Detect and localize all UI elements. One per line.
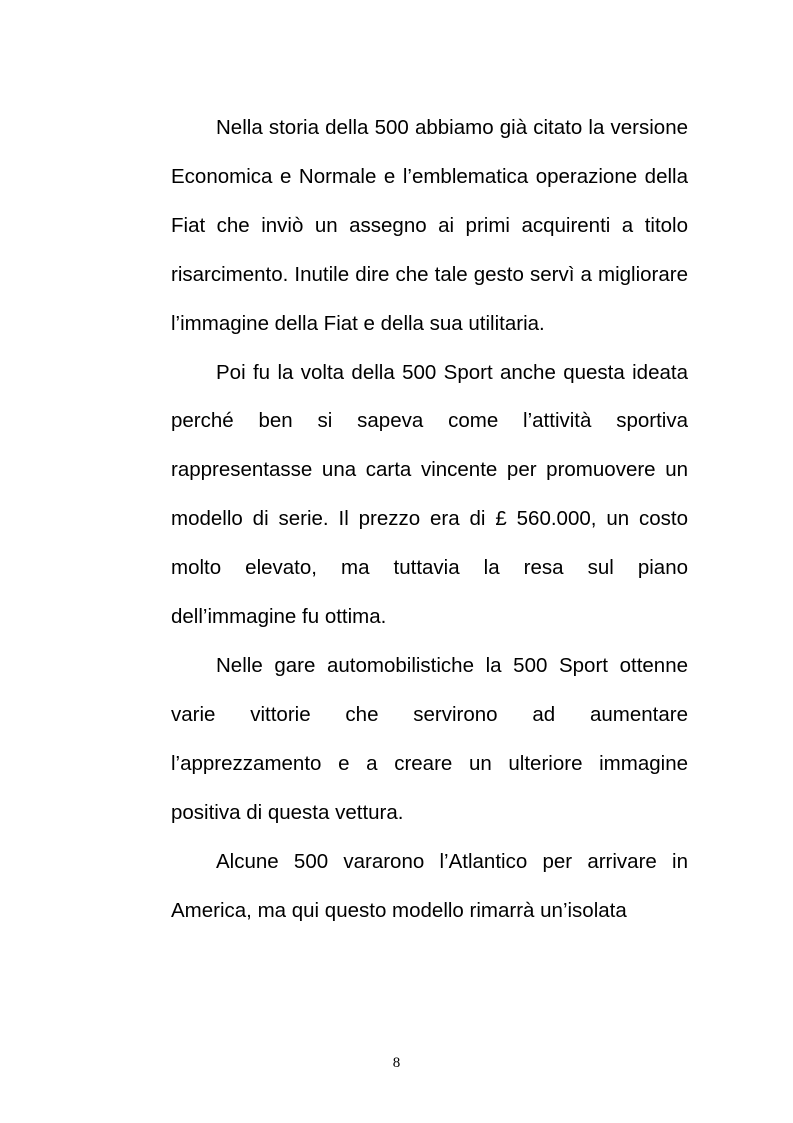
paragraph-2: Poi fu la volta della 500 Sport anche questa ideata perché ben si sapeva come l’attività sportiva rappresentasse una carta vincente per promuovere un modello di serie. Il prezzo era di £ 560.000, un costo molto elevato, ma tuttavia la resa sul piano dell’immagine fu ottima. xyxy=(171,360,688,629)
body-text xyxy=(171,104,688,935)
paragraph-3: Nelle gare automobilistiche la 500 Sport ottenne varie vittorie che servirono ad aumentare l’apprezzamento e a creare un ulteriore immagine positiva di questa vettura. xyxy=(171,653,688,824)
page-number: 8 xyxy=(392,1055,401,1071)
paragraph-4: Alcune 500 vararono l’Atlantico per arrivare in America, ma qui questo modello rimarrà un’isolata xyxy=(171,849,688,922)
paragraph-1: Nella storia della 500 abbiamo già citato la versione Economica e Normale e l’emblematica operazione della Fiat che inviò un assegno ai primi acquirenti a titolo risarcimento. Inutile dire che tale gesto servì a migliorare l’immagine della Fiat e della sua utilitaria. xyxy=(171,116,688,335)
